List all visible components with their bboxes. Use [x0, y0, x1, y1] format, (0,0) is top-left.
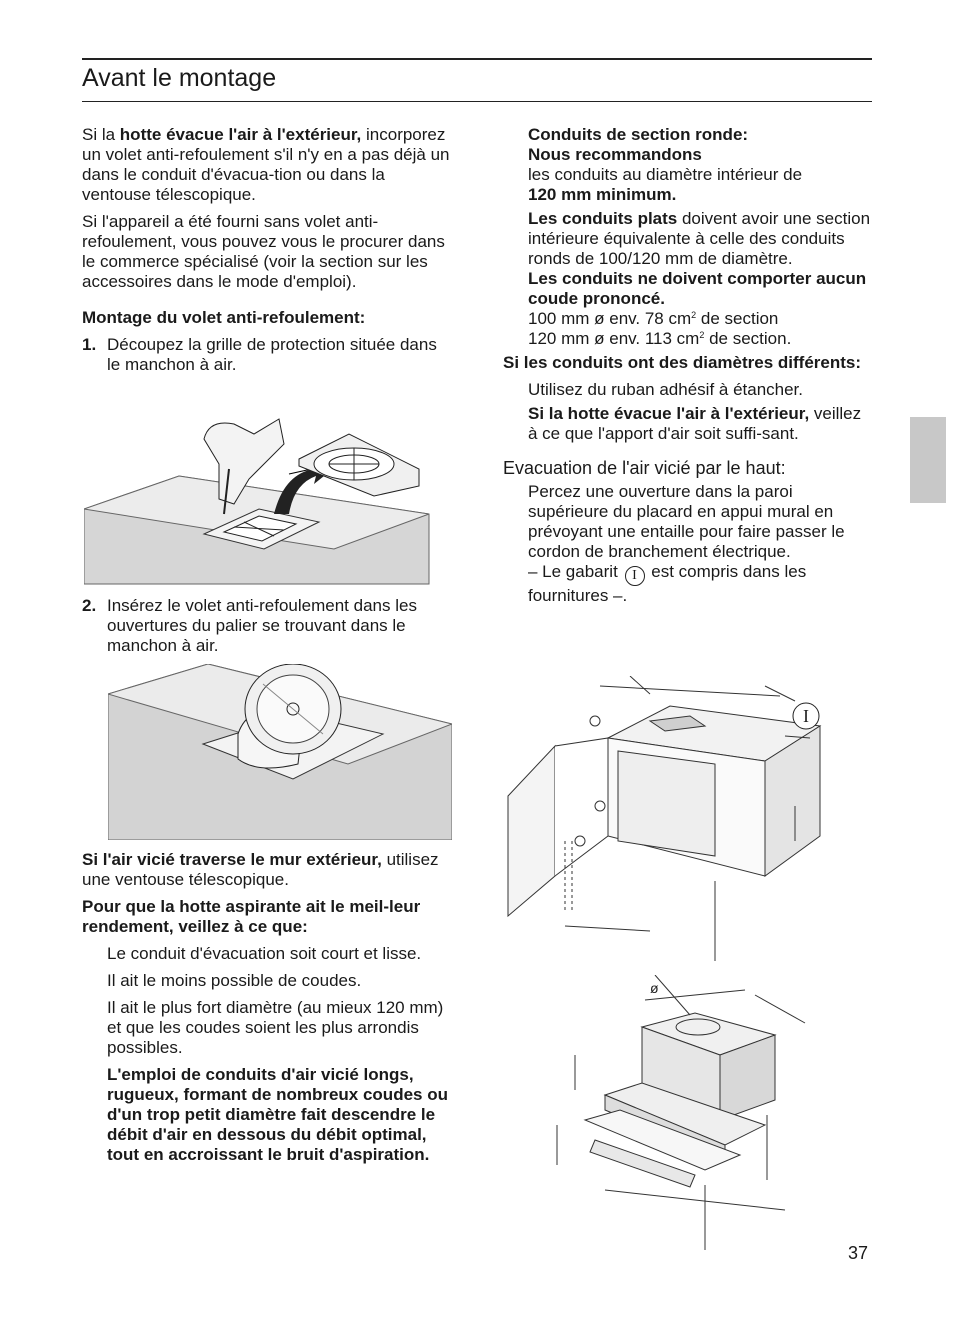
- min-diameter: 120 mm minimum.: [528, 185, 677, 204]
- hand-cutting-grille-illustration: [84, 414, 430, 586]
- condition-3: Il ait le plus fort diamètre (au mieux 120 mm) et que les coudes soient les plus arrondis possibles.: [107, 998, 444, 1057]
- step-1-text: Découpez la grille de protection située dans le manchon à air.: [107, 335, 437, 374]
- cabinet-figure-label: I: [803, 706, 809, 726]
- step-2-number: 2.: [82, 596, 97, 615]
- header-bottom-rule: [82, 101, 872, 102]
- chapter-tab: [910, 417, 946, 503]
- evacuation-heading: Evacuation de l'air vicié par le haut:: [503, 458, 786, 478]
- performance-heading: Pour que la hotte aspirante ait le meil-leur rendement, veillez à ce que:: [82, 897, 421, 936]
- intro-paragraph: Si la hotte évacue l'air à l'extérieur, incorporez un volet anti-refoulement s'il n'y en a pas déjà un dans le conduit d'évacua-tion ou dans la ventouse télescopique.: [82, 125, 450, 204]
- step-1: [82, 335, 450, 375]
- condition-2: Il ait le moins possible de coudes.: [107, 971, 362, 990]
- section-120: 120 mm ø env. 113 $cm^2$ de section.: [528, 329, 792, 348]
- page-title: Avant le montage: [82, 64, 277, 92]
- round-duct-heading: Conduits de section ronde:: [528, 125, 749, 144]
- evacuation-text: Percez une ouverture dans la paroi supérieure du placard en appui mural en prévoyant une entaille pour faire passer le cordon de branchement électrique.: [528, 482, 845, 561]
- recommend-text: les conduits au diamètre intérieur de: [528, 165, 803, 184]
- different-diameter-heading: Si les conduits ont des diamètres différents:: [503, 353, 862, 372]
- warning-paragraph: L'emploi de conduits d'air vicié longs, rugueux, formant de nombreux coudes ou d'un trop petit diamètre fait descendre le débit d'air en dessous du débit optimal, tout en accroissant le bruit d'aspiration.: [107, 1065, 448, 1164]
- left-column-bottom: [82, 850, 454, 1165]
- diameter-symbol: ø: [650, 980, 659, 996]
- step-1-number: 1.: [82, 335, 97, 354]
- recommend-heading: Nous recommandons: [528, 145, 702, 164]
- header-top-rule: [82, 58, 872, 60]
- tape-text: Utilisez du ruban adhésif à étancher.: [528, 380, 804, 399]
- template-note: – Le gabarit I est compris dans les fournitures –.: [528, 562, 807, 605]
- wall-paragraph: Si l'air vicié traverse le mur extérieur, utilisez une ventouse télescopique.: [82, 850, 439, 889]
- page-number: 37: [848, 1243, 869, 1263]
- no-bend-heading: Les conduits ne doivent comporter aucun coude prononcé.: [528, 269, 867, 308]
- right-column: [503, 125, 875, 606]
- left-column-step2: [82, 596, 452, 656]
- left-column-top: [82, 125, 450, 375]
- supply-paragraph: Si l'appareil a été fourni sans volet anti-refoulement, vous pouvez vous le procurer dans le commerce spécialisé (voir la section sur les accessoires dans le mode d'emploi).: [82, 212, 445, 291]
- step-2-text: Insérez le volet anti-refoulement dans les ouvertures du palier se trouvant dans le manchon à air.: [107, 596, 417, 655]
- step-2: [82, 596, 452, 656]
- condition-1: Le conduit d'évacuation soit court et lisse.: [107, 944, 422, 963]
- hood-dimension-diagram: [545, 975, 825, 1255]
- flat-duct-paragraph: Les conduits plats doivent avoir une section intérieure équivalente à celle des conduits ronds de 100/120 mm de diamètre.: [528, 209, 871, 268]
- exterior-paragraph: Si la hotte évacue l'air à l'extérieur, veillez à ce que l'apport d'air soit suffi-sant.: [528, 404, 862, 443]
- mount-heading: Montage du volet anti-refoulement:: [82, 308, 366, 327]
- section-100: 100 mm ø env. 78 $cm^2$ de section: [528, 309, 779, 328]
- template-symbol: I: [625, 566, 645, 586]
- insert-flap-illustration: [108, 664, 452, 840]
- cabinet-template-diagram: [500, 676, 830, 966]
